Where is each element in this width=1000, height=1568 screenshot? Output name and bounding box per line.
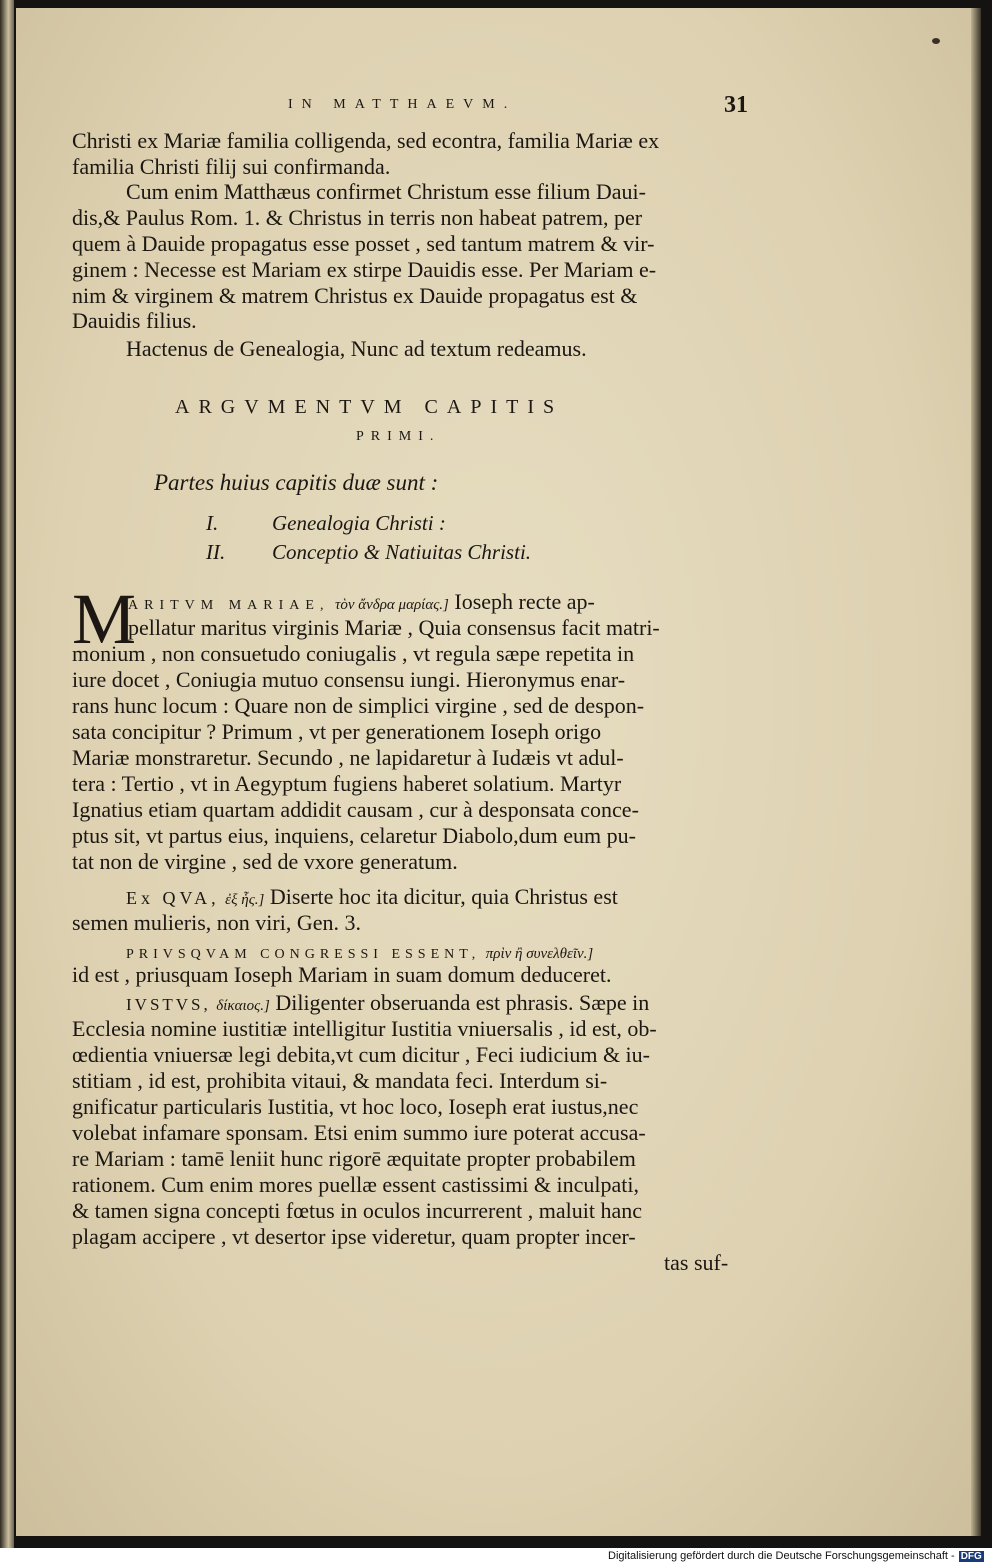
footer-text: Digitalisierung gefördert durch die Deutsche Forschungsgemeinschaft - bbox=[608, 1550, 955, 1562]
argument-item-text: Conceptio & Natiuitas Christi. bbox=[272, 540, 532, 564]
text-line: ginem : Necesse est Mariam ex stirpe Dauidis esse. Per Mariam e- bbox=[72, 257, 657, 282]
argument-intro: Partes huius capitis duæ sunt : bbox=[154, 470, 439, 495]
text-line: monium , non consuetudo coniugalis , vt regula sæpe repetita in bbox=[72, 641, 635, 666]
dfg-logo: DFG bbox=[960, 1551, 982, 1562]
text-line: iure docet , Coniugia mutuo consensu iungi. Hieronymus enar- bbox=[72, 667, 626, 692]
text-line: dis,& Paulus Rom. 1. & Christus in terris non habeat patrem, per bbox=[72, 205, 643, 230]
text-line: & tamen signa concepti fœtus in oculos incurrerent , maluit hanc bbox=[72, 1198, 643, 1223]
greek-gloss: δίκαιος.] bbox=[216, 998, 270, 1014]
text-line bbox=[126, 990, 649, 1019]
argument-item-number: I. bbox=[206, 511, 219, 535]
argument-item-text: Genealogia Christi : bbox=[272, 511, 446, 535]
text-line: œdientia vniuersæ legi debita,vt cum dicitur , Feci iudicium & iu- bbox=[72, 1042, 650, 1067]
text-line: Hactenus de Genealogia, Nunc ad textum redeamus. bbox=[126, 336, 587, 361]
greek-gloss: τὸν ἄνδρα μαρίας.] bbox=[334, 597, 449, 613]
text-line: volebat infamare sponsam. Etsi enim summo iure poterat accusa- bbox=[72, 1120, 646, 1145]
text-line: tera : Tertio , vt in Aegyptum fugiens haberet solatium. Martyr bbox=[72, 771, 622, 796]
text-line: stitiam , id est, prohibita vitaui, & mandata feci. Interdum si- bbox=[72, 1068, 608, 1093]
text-line: plagam accipere , vt desertor ipse videretur, quam propter incer- bbox=[72, 1224, 636, 1249]
text-line: Mariæ monstraretur. Secundo , ne lapidaretur à Iudæis vt adul- bbox=[72, 745, 624, 770]
lemma: IVSTVS, bbox=[126, 995, 211, 1014]
lemma: PRIVSQVAM CONGRESSI ESSENT, bbox=[126, 947, 481, 962]
text-line: familia Christi filij sui confirmanda. bbox=[72, 154, 391, 179]
text-line: re Mariam : tamē leniit hunc rigorē æquitate propter probabilem bbox=[72, 1146, 636, 1171]
text-line: ptus sit, vt partus eius, inquiens, celaretur Diabolo,dum eum pu- bbox=[72, 823, 636, 848]
text-line: pellatur maritus virginis Mariæ , Quia consensus facit matri- bbox=[128, 615, 660, 640]
catchword: tas suf- bbox=[664, 1250, 729, 1275]
text-line: sata concipitur ? Primum , vt per generationem Ioseph origo bbox=[72, 719, 602, 744]
drop-cap: M bbox=[72, 579, 137, 659]
section-heading: ARGVMENTVM CAPITIS bbox=[175, 396, 564, 418]
text-line: id est , priusquam Ioseph Mariam in suam domum deduceret. bbox=[72, 962, 612, 987]
text-line: tat non de virgine , sed de vxore generatum. bbox=[72, 849, 458, 874]
running-title: IN MATTHAEVM. bbox=[288, 97, 517, 112]
text-line: rans hunc locum : Quare non de simplici virgine , sed de despon- bbox=[72, 693, 645, 718]
right-page-edge bbox=[971, 8, 981, 1536]
lemma: ARITVM MARIAE, bbox=[128, 598, 330, 613]
text-line: Ecclesia nomine iustitiæ intelligitur Iustitia vniuersalis , id est, ob- bbox=[72, 1016, 657, 1041]
text-line: rationem. Cum enim mores puellæ essent castissimi & inculpati, bbox=[72, 1172, 640, 1197]
page-number: 31 bbox=[724, 92, 748, 118]
text-line: Ignatius etiam quartam addidit causam , cur à desponsata conce- bbox=[72, 797, 639, 822]
left-page-edge bbox=[0, 0, 14, 1548]
digitization-footer bbox=[608, 1550, 984, 1562]
corner-mark bbox=[932, 38, 940, 44]
text-fragment: Ioseph recte ap- bbox=[454, 589, 595, 614]
text-line: Cum enim Matthæus confirmet Christum esse filium Daui- bbox=[126, 179, 646, 204]
text-fragment: Diserte hoc ita dicitur, quia Christus est bbox=[269, 884, 618, 909]
section-subheading: PRIMI. bbox=[356, 429, 441, 444]
greek-gloss: ἐξ ἧς.] bbox=[225, 892, 265, 908]
text-line: Christi ex Mariæ familia colligenda, sed econtra, familia Mariæ ex bbox=[72, 128, 660, 153]
lemma: Ex QVA, bbox=[126, 888, 220, 908]
text-line: semen mulieris, non viri, Gen. 3. bbox=[72, 910, 362, 935]
text-line: quem à Dauide propagatus esse posset , sed tantum matrem & vir- bbox=[72, 231, 655, 256]
text-line: gnificatur particularis Iustitia, vt hoc loco, Ioseph erat iustus,nec bbox=[72, 1094, 639, 1119]
greek-gloss: πρὶν ἢ συνελθεῖν.] bbox=[485, 946, 594, 962]
text-fragment: Diligenter obseruanda est phrasis. Sæpe in bbox=[275, 990, 650, 1015]
text-line: Dauidis filius. bbox=[72, 308, 197, 333]
text-line bbox=[126, 884, 618, 913]
text-line: nim & virginem & matrem Christus ex Dauide propagatus est & bbox=[72, 283, 638, 308]
argument-item-number: II. bbox=[206, 540, 226, 564]
